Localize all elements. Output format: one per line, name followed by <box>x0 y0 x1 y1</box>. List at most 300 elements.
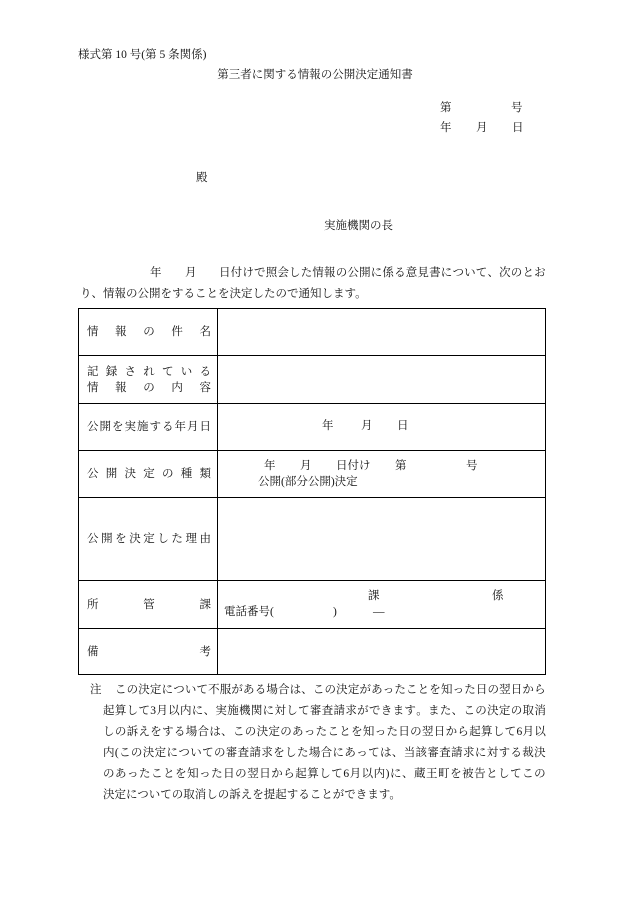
char: け <box>242 267 254 279</box>
char: た <box>394 684 406 696</box>
char: 算 <box>307 768 319 780</box>
char: が <box>231 684 243 696</box>
disclosure-month: 月 <box>361 420 373 432</box>
char: し <box>285 747 297 759</box>
char: 見 <box>417 267 429 279</box>
char: 年 <box>174 421 186 433</box>
issue-date-month: 月 <box>476 122 488 134</box>
decision-number-suffix: 号 <box>466 460 478 472</box>
char: を <box>175 768 187 780</box>
char: 理 <box>185 533 197 545</box>
char: る <box>394 267 406 279</box>
char: し <box>498 768 510 780</box>
char: し <box>319 768 331 780</box>
char: の <box>410 726 422 738</box>
char: に <box>262 705 275 717</box>
char: を <box>112 421 124 433</box>
char: 起 <box>469 726 481 738</box>
char: 備 <box>87 645 99 658</box>
char: 定 <box>347 684 360 696</box>
char: を <box>450 768 462 780</box>
issue-date-day: 日 <box>512 122 524 134</box>
char: こ <box>327 726 339 738</box>
char: を <box>150 726 162 738</box>
char: 書 <box>429 267 441 279</box>
char: 情 <box>87 381 99 394</box>
char: に <box>389 768 402 780</box>
char: 不 <box>208 684 220 696</box>
char: の <box>510 267 523 279</box>
char: 決 <box>124 468 136 480</box>
char: 照 <box>265 267 278 279</box>
char: 審 <box>427 747 439 759</box>
char: す <box>404 705 416 717</box>
phone-dash: — <box>373 606 385 618</box>
char: の <box>130 747 143 759</box>
char: の <box>114 726 127 738</box>
char: 、 <box>203 705 216 717</box>
char: 係 <box>382 267 394 279</box>
char: た <box>211 768 223 780</box>
row-department <box>79 580 545 628</box>
char: 公 <box>87 468 99 480</box>
char: 決 <box>138 684 150 696</box>
char: 査 <box>439 747 451 759</box>
char: 実 <box>215 705 227 717</box>
char: え <box>138 726 150 738</box>
char: あ <box>243 684 255 696</box>
char: 審 <box>225 747 238 759</box>
label-decision-type-text <box>87 466 211 482</box>
char: の <box>103 768 115 780</box>
char: て <box>162 365 174 378</box>
decision-table <box>78 308 546 675</box>
char: し <box>492 726 505 738</box>
char: 6 <box>516 726 523 738</box>
char: る <box>173 726 186 738</box>
char: 訴 <box>126 726 139 738</box>
char: 内 <box>171 381 183 394</box>
char: 録 <box>105 365 118 378</box>
char: を <box>351 726 363 738</box>
char: っ <box>303 726 316 738</box>
char: 名 <box>199 326 211 338</box>
char: こ <box>312 684 325 696</box>
char: 次 <box>499 267 511 279</box>
char: 該 <box>415 747 428 759</box>
issue-date-year: 年 <box>440 122 452 134</box>
char: る <box>254 684 267 696</box>
char: 翌 <box>421 726 434 738</box>
char: 報 <box>115 381 127 394</box>
char: 開 <box>99 421 111 433</box>
disclosure-year: 年 <box>322 420 334 432</box>
char: 公 <box>347 267 359 279</box>
char: 算 <box>114 705 127 717</box>
char: 月 <box>349 768 362 780</box>
char: 消 <box>534 705 546 717</box>
char: し <box>103 726 115 738</box>
char: 、 <box>402 768 414 780</box>
label-disclosure-date <box>79 404 218 450</box>
note-line-5 <box>103 767 546 781</box>
char: 王 <box>426 768 438 780</box>
char: 合 <box>277 684 290 696</box>
char: 決 <box>256 726 269 738</box>
char: 6 <box>343 768 350 780</box>
char: 開 <box>105 468 118 480</box>
char: 考 <box>199 645 211 658</box>
char: 町 <box>438 768 450 780</box>
decision-year: 年 <box>264 460 276 472</box>
char: を <box>273 747 285 759</box>
char: 蔵 <box>414 768 426 780</box>
label-subject-text <box>87 324 211 340</box>
char: 定 <box>149 684 162 696</box>
char: 審 <box>309 705 322 717</box>
char: 裁 <box>522 747 534 759</box>
char: て <box>504 726 517 738</box>
char: の <box>487 684 499 696</box>
row-content <box>79 355 545 403</box>
char: 決 <box>129 533 141 545</box>
char: こ <box>151 768 163 780</box>
label-content-line-1 <box>87 364 211 380</box>
label-reason <box>79 498 218 580</box>
char: っ <box>127 768 139 780</box>
value-remarks <box>218 629 545 674</box>
phone-close-paren: ) <box>333 606 337 618</box>
char: た <box>171 533 183 545</box>
row-decision-type <box>79 450 545 497</box>
decision-kind: 公開(部分公開)決定 <box>258 476 358 488</box>
char: 日 <box>433 726 446 738</box>
char: 報 <box>115 326 127 338</box>
char: こ <box>119 747 131 759</box>
addressee-honorific: 殿 <box>196 172 208 184</box>
char: 請 <box>451 747 463 759</box>
char: し <box>286 705 298 717</box>
char: 日 <box>199 421 211 433</box>
char: 種 <box>180 468 193 480</box>
department-section: 係 <box>492 590 504 602</box>
char: た <box>296 747 309 759</box>
char: て <box>331 768 343 780</box>
char: 定 <box>143 533 155 545</box>
char: に <box>332 747 345 759</box>
char: が <box>357 705 369 717</box>
char: 情 <box>87 326 99 338</box>
char: 知 <box>362 726 375 738</box>
char: 日 <box>475 684 488 696</box>
char: 施 <box>227 705 239 717</box>
char: 機 <box>239 705 251 717</box>
char: 対 <box>274 705 286 717</box>
char: 開 <box>359 267 371 279</box>
row-reason <box>79 497 545 580</box>
label-disclosure-date-text <box>87 419 211 435</box>
document-title: 第三者に関する情報の公開決定通知書 <box>217 69 413 81</box>
char: 日 <box>510 684 523 696</box>
char: 、 <box>221 726 233 738</box>
char: と <box>339 726 351 738</box>
char: た <box>139 768 151 780</box>
note-marker: 注 <box>90 684 102 696</box>
char: は <box>289 684 302 696</box>
char: っ <box>199 768 211 780</box>
char: 施 <box>137 421 149 433</box>
char: 合 <box>197 726 209 738</box>
char: あ <box>115 768 127 780</box>
char: 定 <box>268 726 280 738</box>
char: の <box>143 381 155 394</box>
char: 付 <box>230 267 243 279</box>
row-disclosure-date <box>79 403 545 450</box>
char: 、 <box>451 705 464 717</box>
char: い <box>190 747 202 759</box>
char: 由 <box>199 533 211 545</box>
char: を <box>115 533 127 545</box>
char: に <box>370 267 383 279</box>
char: 求 <box>345 705 357 717</box>
char: 所 <box>87 598 99 611</box>
char: る <box>510 747 522 759</box>
char: こ <box>232 726 245 738</box>
char: こ <box>406 684 418 696</box>
label-content <box>79 356 218 403</box>
note-line-6: 決定についての取消しの訴えを提起することができます。 <box>103 789 401 801</box>
char: か <box>271 768 283 780</box>
char: か <box>522 684 534 696</box>
char: に <box>440 267 453 279</box>
char: 求 <box>462 747 475 759</box>
label-department <box>79 581 218 628</box>
char: 定 <box>154 747 167 759</box>
char: 当 <box>403 747 416 759</box>
char: 、 <box>487 267 499 279</box>
char: 決 <box>142 747 155 759</box>
char: て <box>138 705 150 717</box>
char: る <box>162 421 174 433</box>
char: 被 <box>462 768 474 780</box>
char: 容 <box>199 381 211 394</box>
char: て <box>196 684 208 696</box>
intro-line-2: り、情報の公開をすることを決定したので通知します。 <box>80 288 367 300</box>
char: て <box>298 705 310 717</box>
char: 決 <box>336 684 348 696</box>
sender-name: 実施機関の長 <box>324 220 393 232</box>
char: と <box>417 684 430 696</box>
char: の <box>162 468 174 480</box>
char: の <box>235 768 247 780</box>
value-content <box>218 356 545 403</box>
char: す <box>149 421 161 433</box>
char: こ <box>522 768 534 780</box>
char: 取 <box>522 705 534 717</box>
char: 開 <box>101 533 113 545</box>
note-line-4 <box>103 746 546 760</box>
char: た <box>300 267 313 279</box>
char: し <box>289 267 301 279</box>
label-subject <box>79 309 218 355</box>
char: は <box>209 726 221 738</box>
char: 以 <box>361 768 374 780</box>
char: て <box>510 768 522 780</box>
char: 合 <box>320 747 333 759</box>
char: 会 <box>277 267 289 279</box>
char: ま <box>392 705 405 717</box>
char: あ <box>292 726 304 738</box>
value-reason <box>218 498 545 580</box>
char: 日 <box>259 768 271 780</box>
char: 対 <box>486 747 499 759</box>
value-decision-type <box>218 451 545 497</box>
char: 服 <box>219 684 232 696</box>
char: 求 <box>261 747 273 759</box>
row-remarks <box>79 628 545 674</box>
char: つ <box>452 267 464 279</box>
char: 知 <box>440 684 453 696</box>
char: の <box>213 747 226 759</box>
char: ら <box>457 726 469 738</box>
char: っ <box>374 726 387 738</box>
document-number-prefix: 第 <box>440 102 452 114</box>
note-line-1 <box>115 683 546 697</box>
char: 日 <box>219 267 231 279</box>
char: は <box>379 747 392 759</box>
decision-day: 日付け <box>336 460 371 472</box>
char: 場 <box>308 747 321 759</box>
char: 、 <box>391 747 404 759</box>
char: 情 <box>312 267 324 279</box>
char: 件 <box>171 326 183 338</box>
char: の <box>324 684 337 696</box>
intro-line-1 <box>219 266 546 280</box>
char: っ <box>382 684 395 696</box>
disclosure-day: 日 <box>397 420 409 432</box>
char: た <box>315 726 328 738</box>
char: 以 <box>534 726 546 738</box>
label-content-line-2 <box>87 380 211 396</box>
value-department <box>218 581 545 628</box>
decision-number-prefix: 第 <box>395 460 407 472</box>
decision-month: 月 <box>300 460 312 472</box>
char: た <box>439 705 452 717</box>
char: の <box>475 705 487 717</box>
char: た <box>386 726 398 738</box>
char: の <box>143 326 155 338</box>
char: 起 <box>295 768 307 780</box>
char: で <box>254 267 266 279</box>
char: 告 <box>474 768 486 780</box>
char: の <box>126 684 139 696</box>
char: 日 <box>398 726 410 738</box>
char: 記 <box>87 365 99 378</box>
char: お <box>534 267 546 279</box>
char: 場 <box>185 726 198 738</box>
char: に <box>474 747 487 759</box>
char: 課 <box>199 598 211 611</box>
char: た <box>464 684 476 696</box>
char: に <box>191 705 204 717</box>
char: い <box>184 684 197 696</box>
char: れ <box>143 365 155 378</box>
char: に <box>161 684 174 696</box>
char: ) <box>385 768 390 780</box>
char: 3 <box>150 705 156 717</box>
label-department-text <box>87 597 211 613</box>
char: っ <box>452 684 465 696</box>
char: の <box>510 705 523 717</box>
char: さ <box>124 365 136 378</box>
form-number: 様式第 10 号(第 5 条関係) <box>78 49 207 61</box>
char: 内 <box>373 768 386 780</box>
char: つ <box>173 684 185 696</box>
char: 請 <box>249 747 262 759</box>
char: し <box>157 533 169 545</box>
note-line-3 <box>103 725 546 739</box>
char: 場 <box>266 684 278 696</box>
char: 日 <box>223 768 235 780</box>
char: 決 <box>534 747 546 759</box>
char: 月 <box>522 726 534 738</box>
char: と <box>522 267 534 279</box>
char: い <box>180 365 193 378</box>
char: 起 <box>103 705 115 717</box>
char: こ <box>115 684 127 696</box>
intro-year: 年 <box>150 267 162 279</box>
char: き <box>380 705 393 717</box>
char: つ <box>178 747 190 759</box>
char: 以 <box>168 705 180 717</box>
char: 報 <box>324 267 336 279</box>
char: 決 <box>487 705 499 717</box>
char: る <box>199 365 211 378</box>
char: の <box>335 267 348 279</box>
char: 管 <box>143 598 155 611</box>
char: を <box>429 684 441 696</box>
char: 実 <box>124 421 136 433</box>
char: す <box>498 747 511 759</box>
char: ( <box>114 747 119 759</box>
char: と <box>486 768 498 780</box>
label-decision-type <box>79 451 218 497</box>
char: 翌 <box>247 768 259 780</box>
char: の <box>244 726 257 738</box>
char: 定 <box>498 705 511 717</box>
char: 公 <box>87 533 99 545</box>
intro-month: 月 <box>185 267 197 279</box>
char: 査 <box>237 747 250 759</box>
char: 翌 <box>499 684 511 696</box>
phone-label: 電話番号( <box>224 606 274 618</box>
char: 定 <box>143 468 155 480</box>
char: 類 <box>199 468 211 480</box>
char: し <box>126 705 139 717</box>
label-remarks-text <box>87 644 211 660</box>
char: が <box>359 684 371 696</box>
label-remarks <box>79 629 218 674</box>
char: 意 <box>405 267 418 279</box>
char: に <box>166 747 178 759</box>
row-subject <box>79 309 545 355</box>
char: の <box>534 768 546 780</box>
char: ら <box>534 684 546 696</box>
char: て <box>202 747 214 759</box>
char: で <box>368 705 381 717</box>
char: の <box>280 726 292 738</box>
char: 査 <box>321 705 334 717</box>
